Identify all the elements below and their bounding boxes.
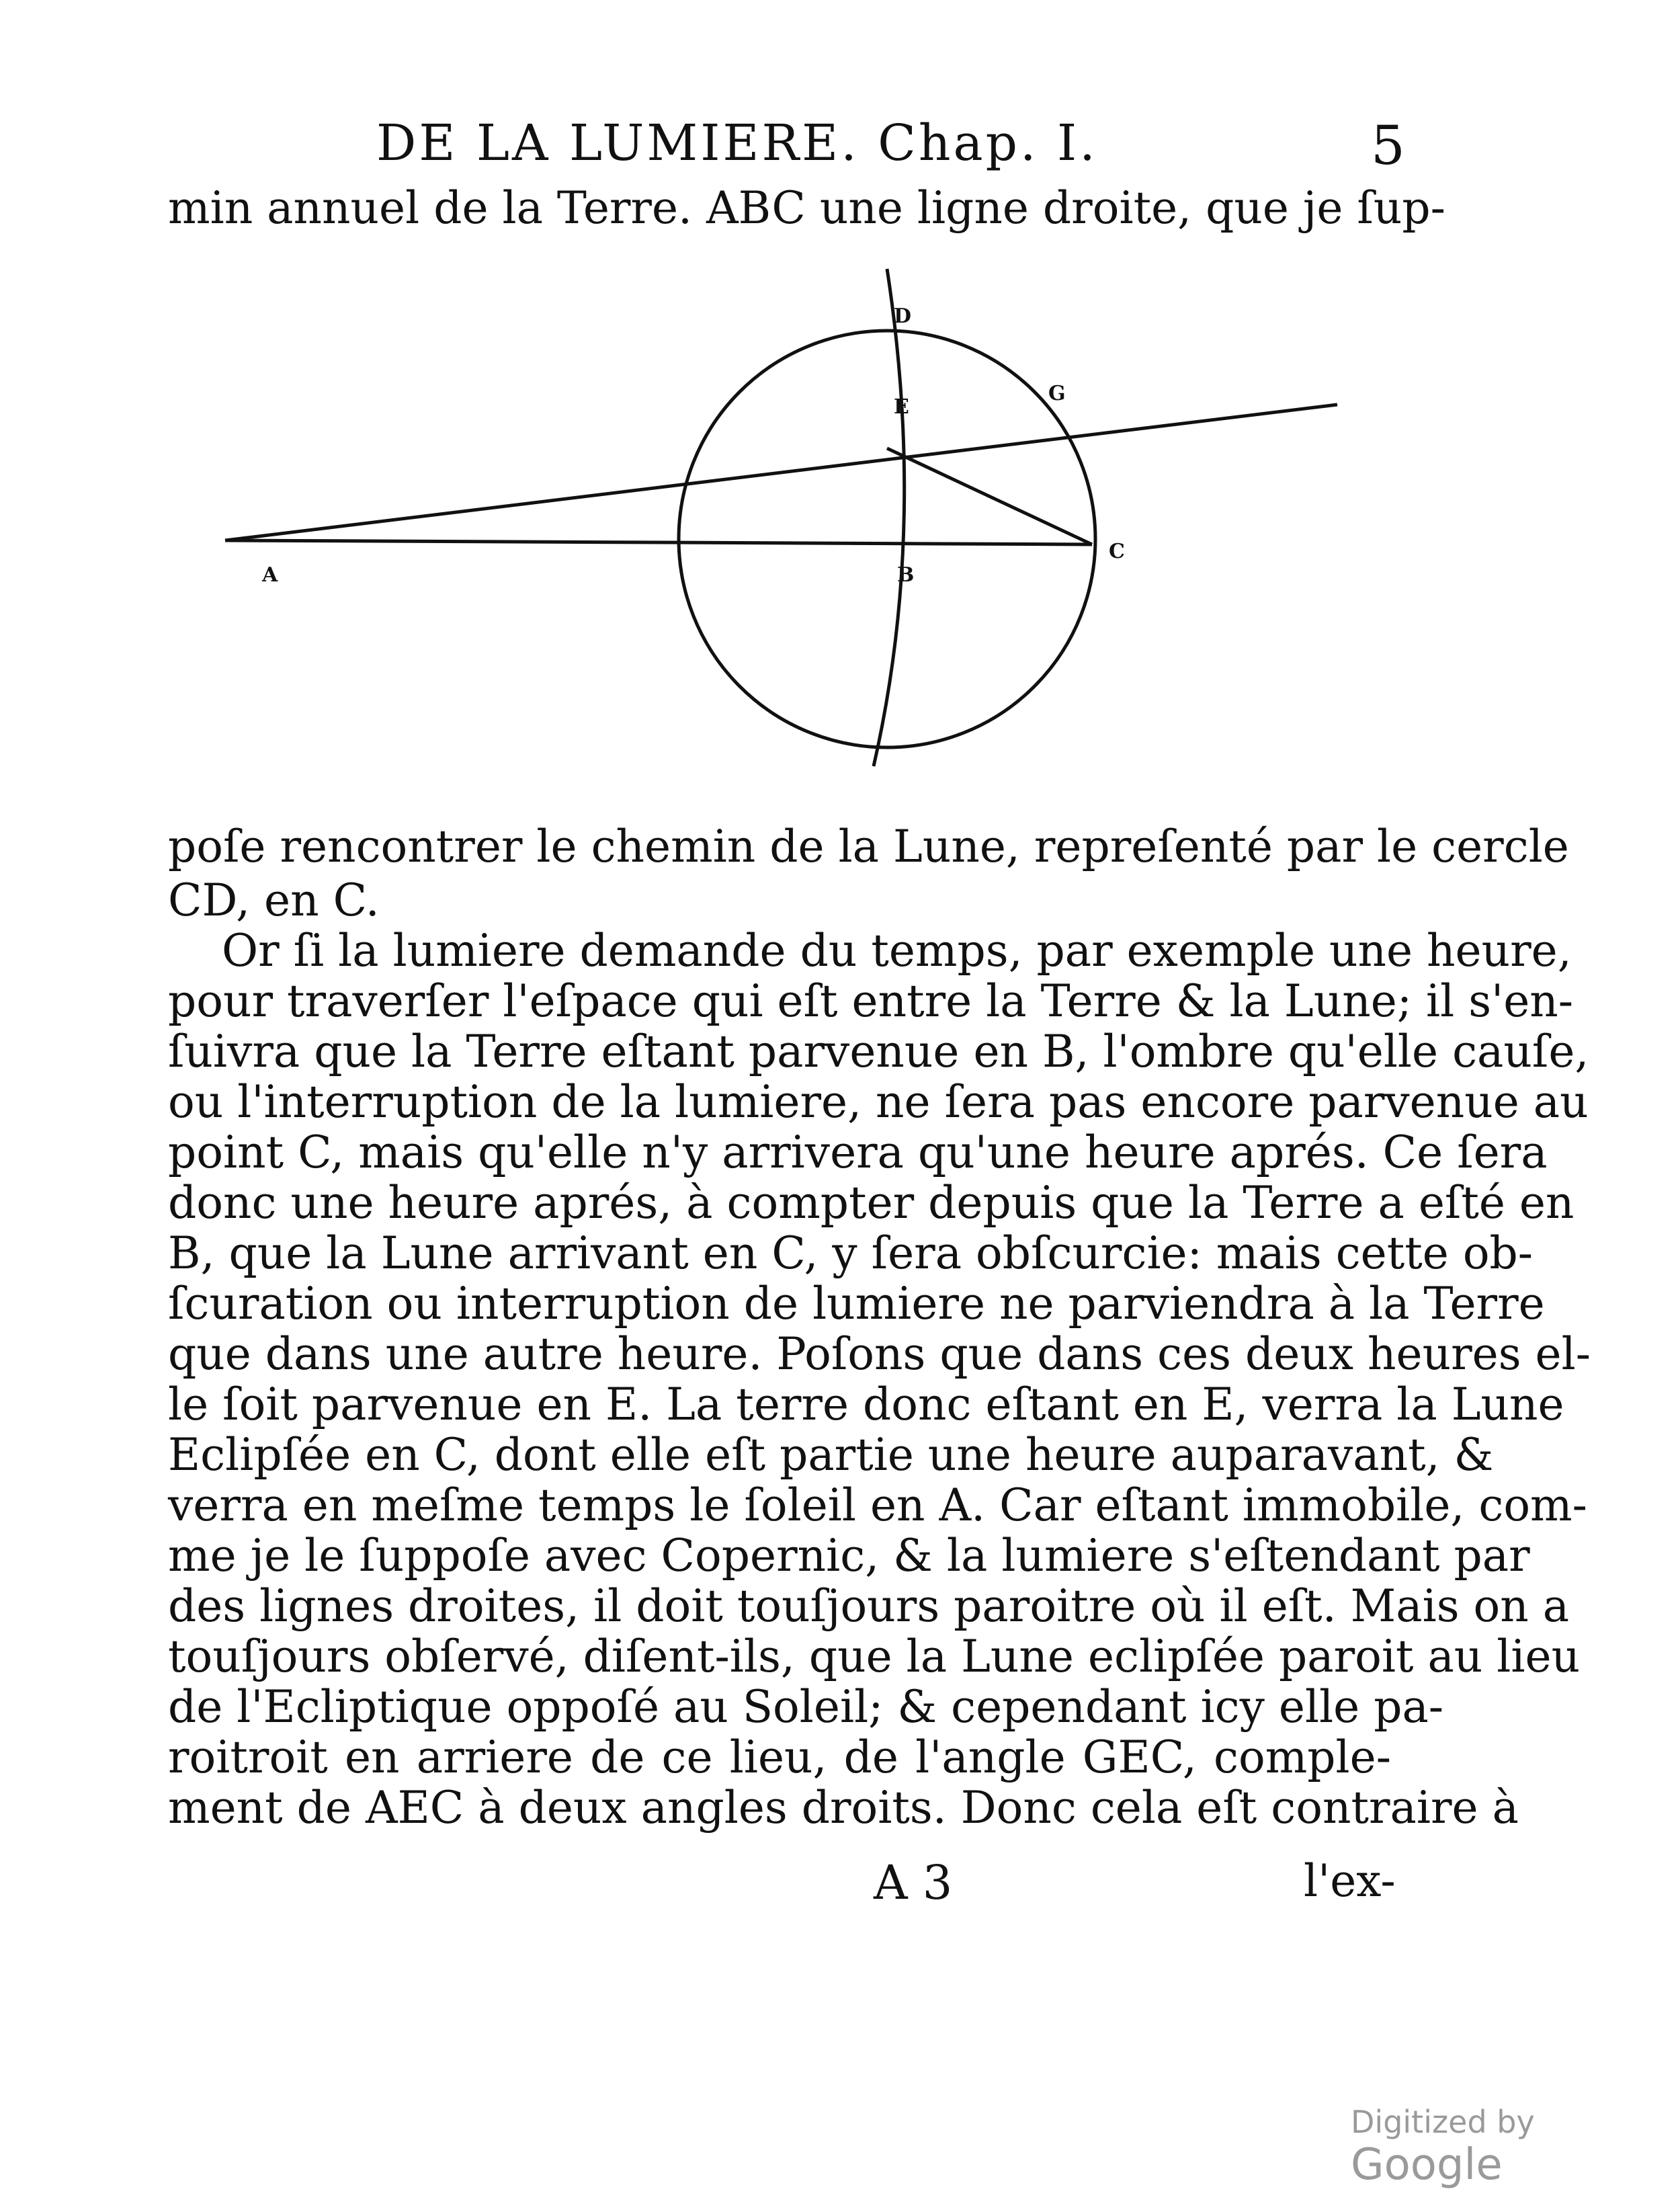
text-line: de l'Ecliptique oppoſé au Soleil; & cependant icy elle pa- xyxy=(168,1681,1444,1733)
line-ec xyxy=(887,448,1092,544)
moon-orbit-circle xyxy=(679,331,1095,747)
label-a: A xyxy=(262,563,278,587)
earth-path-arc xyxy=(874,269,905,766)
text-line: Or ſi la lumiere demande du temps, par exemple une heure, xyxy=(222,925,1572,977)
text-line: pour traverſer l'eſpace qui eſt entre la Terre & la Lune; il s'en- xyxy=(168,975,1574,1027)
text-line: poſe rencontrer le chemin de la Lune, repreſenté par le cercle xyxy=(168,821,1569,872)
line-ag xyxy=(225,405,1337,540)
label-g: G xyxy=(1048,382,1066,405)
catchword: l'ex- xyxy=(1304,1855,1396,1907)
digitization-watermark xyxy=(1351,2104,1680,2190)
text-line: des lignes droites, il doit touſjours paroitre où il eſt. Mais on a xyxy=(168,1580,1570,1632)
page-number: 5 xyxy=(1371,114,1405,177)
text-line: ſcuration ou interruption de lumiere ne parviendra à la Terre xyxy=(168,1278,1545,1329)
text-line: roitroit en arriere de ce lieu, de l'angle GEC, comple- xyxy=(168,1731,1391,1783)
text-line: verra en meſme temps le ſoleil en A. Car eſtant immobile, com- xyxy=(168,1479,1587,1531)
text-line: ou l'interruption de la lumiere, ne ſera pas encore parvenue au xyxy=(168,1076,1589,1128)
watermark-prefix: Digitized by xyxy=(1351,2104,1535,2140)
signature-mark: A 3 xyxy=(874,1855,953,1910)
label-b: B xyxy=(897,563,915,587)
label-d: D xyxy=(894,304,912,328)
text-line: point C, mais qu'elle n'y arrivera qu'une heure aprés. Ce ſera xyxy=(168,1127,1548,1178)
geometric-figure xyxy=(215,255,1384,807)
text-line: ſuivra que la Terre eſtant parvenue en B, l'ombre qu'elle cauſe, xyxy=(168,1026,1589,1077)
text-line: CD, en C. xyxy=(168,874,380,926)
google-logo: Google xyxy=(1351,2140,1503,2190)
text-line: que dans une autre heure. Poſons que dans ces deux heures el- xyxy=(168,1328,1591,1380)
text-line: me je le ſuppoſe avec Copernic, & la lumiere s'eſtendant par xyxy=(168,1530,1530,1582)
text-line: donc une heure aprés, à compter depuis que la Terre a eſté en xyxy=(168,1177,1574,1229)
label-e: E xyxy=(894,395,909,419)
text-line: ment de AEC à deux angles droits. Donc cela eſt contraire à xyxy=(168,1782,1519,1834)
text-line: B, que la Lune arrivant en C, y ſera obſcurcie: mais cette ob- xyxy=(168,1227,1534,1279)
label-c: C xyxy=(1109,540,1125,563)
text-line: Eclipſée en C, dont elle eſt partie une heure auparavant, & xyxy=(168,1429,1494,1481)
text-line: touſjours obſervé, diſent-ils, que la Lune eclipſée paroit au lieu xyxy=(168,1631,1581,1682)
text-line: le ſoit parvenue en E. La terre donc eſtant en E, verra la Lune xyxy=(168,1379,1564,1430)
text-line: min annuel de la Terre. ABC une ligne droite, que je ſup- xyxy=(168,182,1445,234)
header-title: DE LA LUMIERE. Chap. I. xyxy=(376,114,1098,172)
line-ac xyxy=(225,540,1092,544)
